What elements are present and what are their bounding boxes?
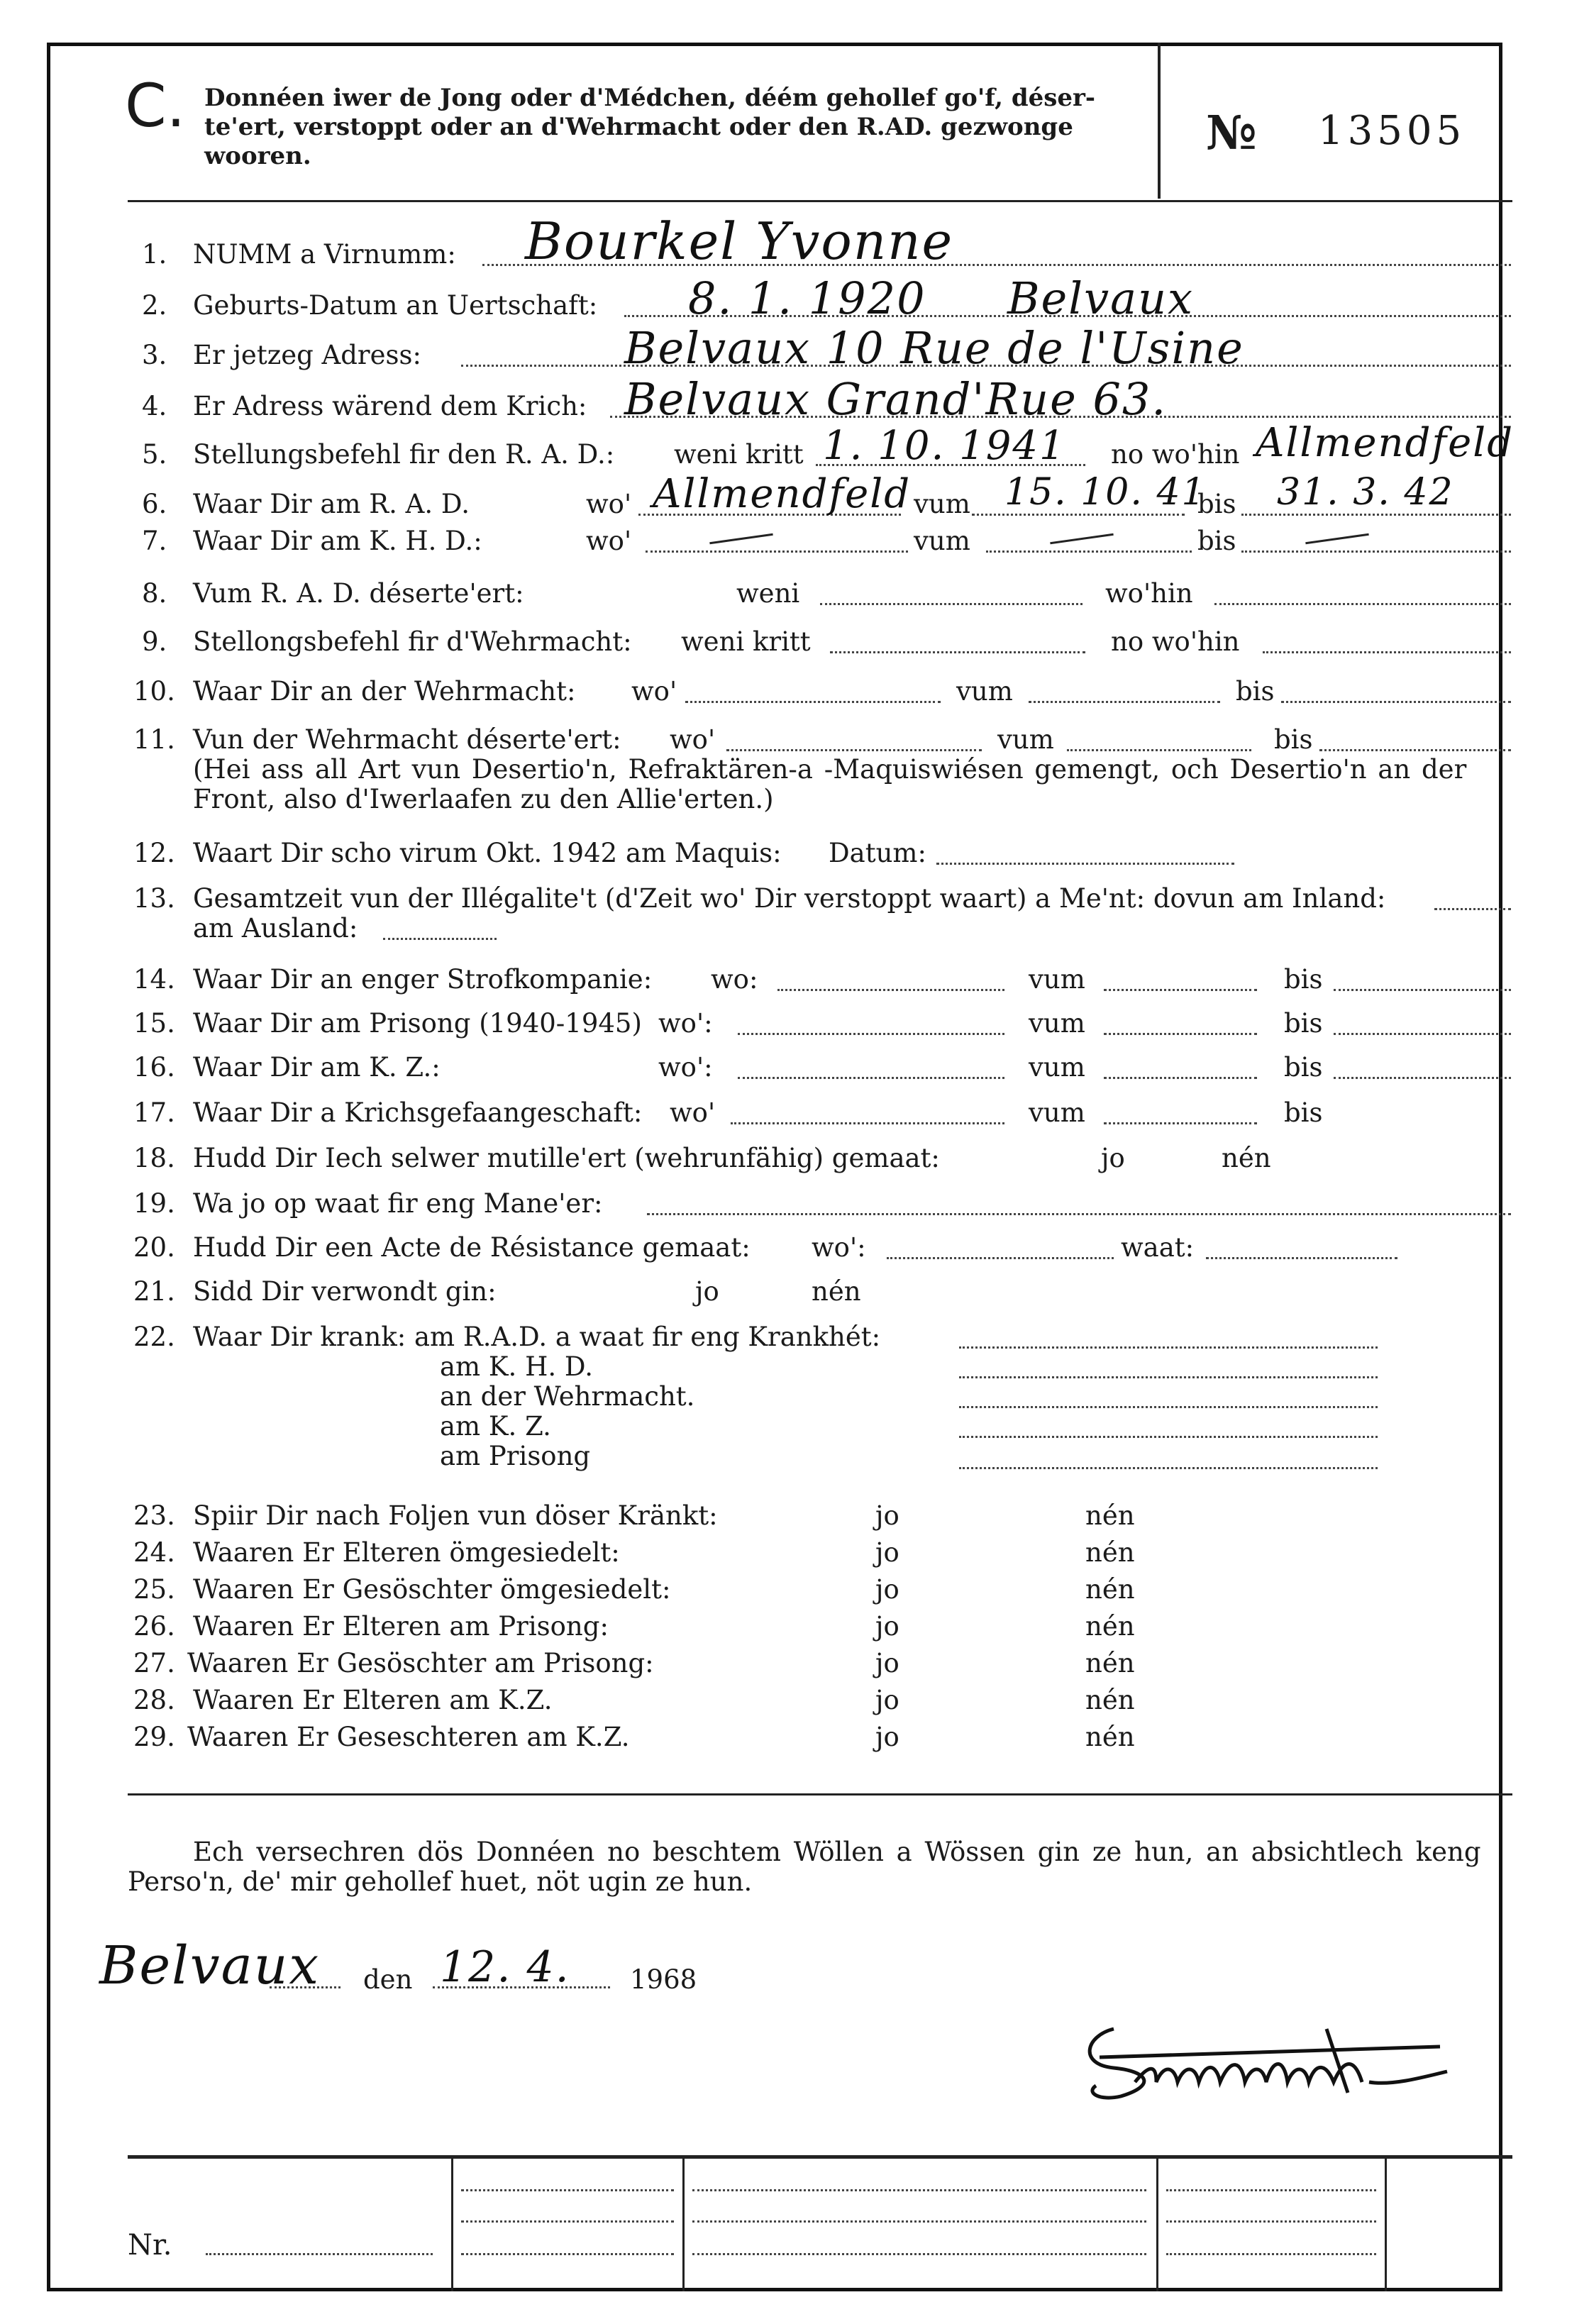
row-20-where-label: wo': [812,1232,866,1263]
row-11-note-line-1: (Hei ass all Art vun Desertio'n, Refraktären-a -Maquiswiésen gemengt, och Desertio'n an der [193,754,1467,785]
row-6-from-line [972,514,1185,516]
place-line [270,1986,340,1988]
header-title-line-3: wooren. [204,142,311,170]
row-15-to-line [1334,1033,1511,1035]
row-15-label: Waar Dir am Prisong (1940-1945) [193,1008,642,1039]
row-12-label: Waart Dir scho virum Okt. 1942 am Maquis: [193,838,782,868]
hw-rad-where: Allmendfeld [653,471,912,517]
footer-rule-top [128,2155,1512,2159]
hw-birth-place: Belvaux [1007,272,1194,324]
footer-nr-line [206,2253,433,2255]
row-14-where-line [777,989,1004,991]
row-15-number: 15. [133,1008,175,1039]
row-6-from-label: vum [914,489,970,519]
declaration-line-1: Ech versechren dös Donnéen no beschtem Wöllen a Wössen gin ze hun, an absichtlech keng [193,1837,1481,1867]
row-23-no: nén [1085,1500,1135,1531]
row-15-from-label: vum [1029,1008,1085,1039]
row-20-label: Hudd Dir een Acte de Résistance gemaat: [193,1232,751,1263]
row-22-sub-3: am K. Z. [440,1411,551,1442]
row-3-number: 3. [142,340,167,370]
header-rule [128,200,1512,202]
row-6-to-label: bis [1197,489,1236,519]
row-23-yes: jo [875,1500,899,1531]
row-18-label: Hudd Dir Iech selwer mutille'ert (wehrunfähig) gemaat: [193,1143,940,1173]
row-27-yes: jo [875,1648,899,1678]
row-22-sub-4: am Prisong [440,1441,591,1471]
row-11-label: Vun der Wehrmacht déserte'ert: [193,724,621,755]
row-11-from-line [1067,749,1251,751]
row-16-where-label: wo': [658,1052,713,1083]
footer-line-c3 [1166,2253,1376,2255]
declaration-line-2: Perso'n, de' mir gehollef huet, nöt ugin ze hun. [128,1866,753,1897]
footer-line-a1 [461,2189,674,2191]
row-26-yes: jo [875,1611,899,1642]
row-7-where-line [646,550,908,553]
footer-line-b2 [692,2220,1146,2223]
row-5-label: Stellungsbefehl fir den R. A. D.: [193,439,615,470]
row-22-line-4 [959,1436,1378,1438]
row-22-line-3 [959,1406,1378,1408]
row-29-yes: jo [875,1722,899,1752]
row-22-line-1 [959,1346,1378,1349]
row-23-number: 23. [133,1500,175,1531]
row-9-where-label: no wo'hin [1111,626,1240,657]
row-17-where-line [731,1122,1004,1124]
footer-col-3 [1156,2157,1158,2291]
hw-current-address: Belvaux 10 Rue de l'Usine [624,322,1244,374]
row-8-when-line [820,603,1083,605]
row-24-yes: jo [875,1537,899,1568]
row-28-label: Waaren Er Elteren am K.Z. [193,1685,553,1715]
row-25-yes: jo [875,1574,899,1605]
row-10-number: 10. [133,676,175,707]
row-7-to-label: bis [1197,526,1236,556]
row-10-where-label: wo' [631,676,677,707]
row-10-where-line [685,701,941,703]
row-25-label: Waaren Er Gesöschter ömgesiedelt: [193,1574,671,1605]
hw-wartime-address: Belvaux Grand'Rue 63. [624,373,1168,425]
row-18-no: nén [1222,1143,1271,1173]
row-7-to-line [1241,550,1511,553]
section-letter: C. [125,71,186,140]
row-5-number: 5. [142,439,167,470]
row-14-number: 14. [133,964,175,995]
row-25-number: 25. [133,1574,175,1605]
row-19-line [647,1213,1511,1215]
row-22-number: 22. [133,1322,175,1352]
row-20-what-line [1206,1257,1397,1259]
row-14-to-label: bis [1284,964,1323,995]
row-26-label: Waaren Er Elteren am Prisong: [193,1611,609,1642]
row-8-where-line [1214,603,1511,605]
row-16-to-label: bis [1284,1052,1323,1083]
row-11-where-line [726,749,982,751]
row-11-where-label: wo' [670,724,716,755]
row-9-where-line [1263,651,1511,653]
row-1-label: NUMM a Virnumm: [193,239,456,270]
row-1-number: 1. [142,239,167,270]
row-12-number: 12. [133,838,175,868]
row-10-to-label: bis [1236,676,1275,707]
row-15-where-label: wo': [658,1008,713,1039]
declaration-rule [128,1793,1512,1795]
row-7-where-label: wo' [586,526,632,556]
date-year: 1968 [630,1964,697,1995]
header-title-line-2: te'ert, verstoppt oder an d'Wehrmacht oder den R.AD. gezwonge [204,113,1073,141]
hw-birth-date: 8. 1. 1920 [688,272,926,324]
row-2-number: 2. [142,290,167,321]
row-13-abroad-line [383,938,497,940]
row-20-what-label: waat: [1121,1232,1195,1263]
hw-rad-order-place: Allmendfeld [1256,420,1515,466]
row-14-to-line [1334,989,1511,991]
row-7-from-line [986,550,1192,553]
footer-line-b1 [692,2189,1146,2191]
row-7-label: Waar Dir am K. H. D.: [193,526,482,556]
row-28-no: nén [1085,1685,1135,1715]
row-22-line-5 [959,1467,1378,1469]
row-22-line-2 [959,1376,1378,1378]
row-7-number: 7. [142,526,167,556]
row-6-to-line [1241,514,1511,516]
footer-col-1 [451,2157,453,2291]
row-13-inland-line [1434,908,1511,910]
row-20-number: 20. [133,1232,175,1263]
row-21-yes: jo [695,1276,719,1307]
row-17-from-line [1104,1122,1257,1124]
row-20-where-line [887,1257,1114,1259]
row-2-label: Geburts-Datum an Uertschaft: [193,290,598,321]
row-4-number: 4. [142,391,167,421]
row-17-where-label: wo' [670,1097,716,1128]
row-17-from-label: vum [1029,1097,1085,1128]
row-21-label: Sidd Dir verwondt gin: [193,1276,497,1307]
row-5-when-label: weni kritt [674,439,804,470]
row-22-sub-2: an der Wehrmacht. [440,1381,695,1412]
row-14-from-label: vum [1029,964,1085,995]
row-13-abroad-label: am Ausland: [193,913,358,944]
hw-rad-from: 15. 10. 41 [1004,471,1207,514]
row-9-when-label: weni kritt [681,626,811,657]
row-8-number: 8. [142,578,167,609]
row-25-no: nén [1085,1574,1135,1605]
row-15-where-line [738,1033,1004,1035]
row-22-sub-1: am K. H. D. [440,1351,593,1382]
row-10-label: Waar Dir an der Wehrmacht: [193,676,576,707]
row-22-label: Waar Dir krank: am R.A.D. a waat fir eng Krankhét: [193,1322,881,1352]
row-27-no: nén [1085,1648,1135,1678]
row-5-where-label: no wo'hin [1111,439,1240,470]
footer-line-a2 [461,2220,674,2223]
row-11-note-line-2: Front, also d'Iwerlaafen zu den Allie'erten.) [193,784,774,814]
hw-date: 12. 4. [440,1942,570,1992]
row-19-label: Wa jo op waat fir eng Mane'er: [193,1188,603,1219]
row-27-number: 27. [133,1648,175,1678]
footer-line-b3 [692,2253,1146,2255]
row-26-no: nén [1085,1611,1135,1642]
row-15-to-label: bis [1284,1008,1323,1039]
form-number: 13505 [1318,108,1466,154]
row-8-where-label: wo'hin [1105,578,1193,609]
row-26-number: 26. [133,1611,175,1642]
row-18-yes: jo [1101,1143,1125,1173]
row-11-to-line [1319,749,1511,751]
row-9-when-line [830,651,1085,653]
row-14-from-line [1104,989,1257,991]
row-7-from-label: vum [914,526,970,556]
row-17-label: Waar Dir a Krichsgefaangeschaft: [193,1097,643,1128]
row-8-when-label: weni [736,578,800,609]
row-21-no: nén [812,1276,861,1307]
row-21-number: 21. [133,1276,175,1307]
row-11-to-label: bis [1274,724,1313,755]
row-6-number: 6. [142,489,167,519]
row-28-yes: jo [875,1685,899,1715]
row-16-to-line [1334,1077,1511,1079]
footer-line-a3 [461,2253,674,2255]
hw-place: Belvaux [99,1935,321,1996]
row-18-number: 18. [133,1143,175,1173]
header-divider [1158,43,1161,199]
footer-col-2 [682,2157,685,2291]
footer-nr-label: Nr. [128,2229,172,2262]
row-16-number: 16. [133,1052,175,1083]
row-16-from-label: vum [1029,1052,1085,1083]
row-12-date-label: Datum: [829,838,926,868]
row-29-no: nén [1085,1722,1135,1752]
row-17-number: 17. [133,1097,175,1128]
row-4-label: Er Adress wärend dem Krich: [193,391,587,421]
date-den-label: den [363,1964,413,1995]
row-13-number: 13. [133,883,175,914]
row-16-label: Waar Dir am K. Z.: [193,1052,441,1083]
row-15-from-line [1104,1033,1257,1035]
row-10-to-line [1281,701,1511,703]
footer-col-4 [1385,2157,1387,2291]
row-9-label: Stellongsbefehl fir d'Wehrmacht: [193,626,632,657]
row-11-number: 11. [133,724,175,755]
row-24-number: 24. [133,1537,175,1568]
hw-rad-to: 31. 3. 42 [1277,471,1454,514]
row-10-from-label: vum [956,676,1013,707]
row-11-from-label: vum [997,724,1054,755]
row-6-where-label: wo' [586,489,632,519]
row-29-label: Waaren Er Geseschteren am K.Z. [187,1722,630,1752]
row-14-label: Waar Dir an enger Strofkompanie: [193,964,653,995]
row-28-number: 28. [133,1685,175,1715]
row-24-label: Waaren Er Elteren ömgesiedelt: [193,1537,620,1568]
footer-line-c2 [1166,2220,1376,2223]
row-29-number: 29. [133,1722,175,1752]
row-23-label: Spiir Dir nach Foljen vun döser Kränkt: [193,1500,718,1531]
number-symbol: № [1206,105,1257,160]
row-17-to-label: bis [1284,1097,1323,1128]
row-19-number: 19. [133,1188,175,1219]
row-13-label: Gesamtzeit vun der Illégalite't (d'Zeit wo' Dir verstoppt waart) a Me'nt: dovun am Inland: [193,883,1386,914]
row-3-label: Er jetzeg Adress: [193,340,421,370]
signature-drawing [1071,2015,1468,2107]
row-9-number: 9. [142,626,167,657]
row-14-where-label: wo: [711,964,758,995]
hw-rad-order-date: 1. 10. 1941 [823,423,1066,469]
row-8-label: Vum R. A. D. déserte'ert: [193,578,524,609]
header-title-line-1: Donnéen iwer de Jong oder d'Médchen, déém gehollef go'f, déser- [204,84,1096,112]
row-24-no: nén [1085,1537,1135,1568]
hw-name: Bourkel Yvonne [525,211,954,271]
row-27-label: Waaren Er Gesöschter am Prisong: [187,1648,654,1678]
row-12-date-line [936,863,1234,865]
row-16-where-line [738,1077,1004,1079]
row-16-from-line [1104,1077,1257,1079]
row-6-label: Waar Dir am R. A. D. [193,489,470,519]
footer-line-c1 [1166,2189,1376,2191]
row-10-from-line [1029,701,1220,703]
